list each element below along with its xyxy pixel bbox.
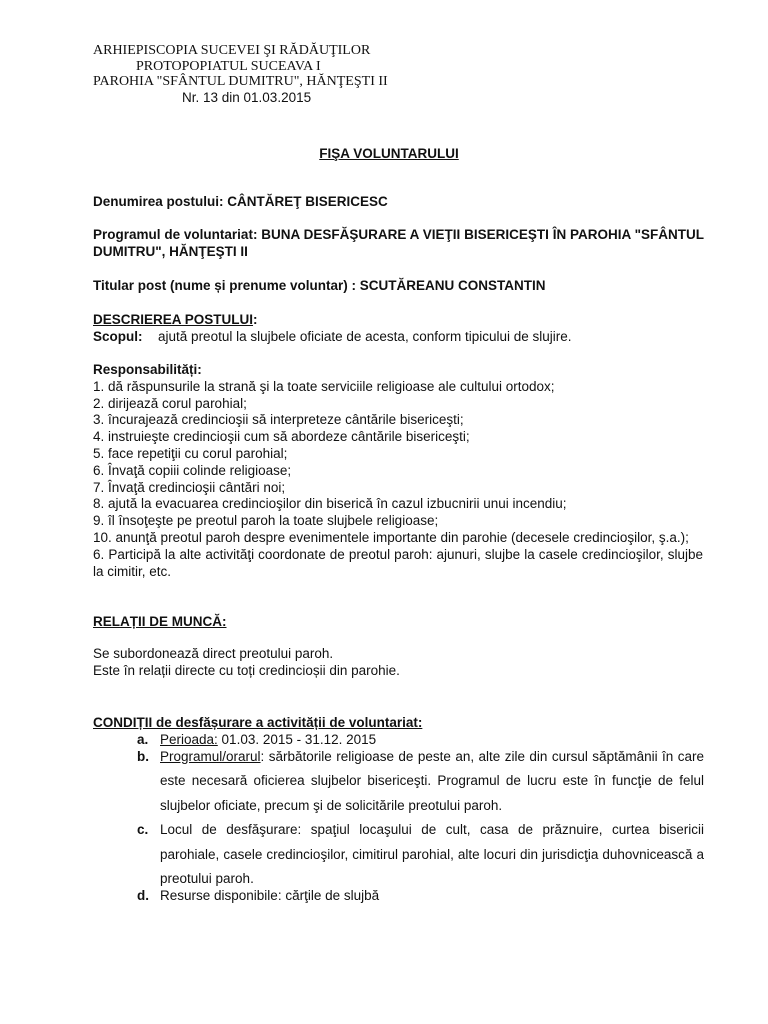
activity-conditions xyxy=(93,715,704,904)
scope-label: Scopul: xyxy=(93,328,143,344)
description-heading-colon: : xyxy=(253,312,258,327)
condition-item xyxy=(93,745,704,819)
condition-item xyxy=(93,888,704,905)
responsibilities xyxy=(93,362,703,580)
condition-marker: d. xyxy=(137,887,149,903)
list-item: 10. anunţă preotul paroh despre evenimentele importante din parohie (decesele credincioşilor, ş.a.); xyxy=(93,529,689,545)
responsibilities-heading: Responsabilități: xyxy=(93,362,202,377)
protopopiate-name: PROTOPOPIATUL SUCEAVA I xyxy=(136,58,321,74)
post-holder xyxy=(93,278,703,295)
archdiocese-name: ARHIEPISCOPIA SUCEVEI ŞI RĂDĂUŢILOR xyxy=(93,43,371,58)
letterhead xyxy=(93,43,613,105)
list-item: 4. instruieşte credincioşii cum să abordeze cântările bisericeşti; xyxy=(93,429,470,445)
list-item: 8. ajută la evacuarea credincioşilor din biserică în cazul izbucnirii unui incendiu; xyxy=(93,496,567,512)
post-holder-label: Titular post (nume și prenume voluntar) : xyxy=(93,278,357,293)
condition-text: Locul de desfăşurare: spaţiul locaşului de cult, casa de prăznuire, curtea bisericii parohiale, casele credincioşilor, cimitirul parohial, alte locuri din jurisdicţia duhovnicească a preotului paroh. xyxy=(160,822,704,887)
condition-marker: c. xyxy=(137,822,149,838)
condition-text: Resurse disponibile: cărţile de slujbă xyxy=(160,887,380,903)
post-name-label: Denumirea postului: xyxy=(93,194,224,209)
list-item: 5. face repetiţii cu corul parohial; xyxy=(93,445,288,461)
list-item: 9. îl însoţeşte pe preotul paroh la toate slujbele religioase; xyxy=(93,513,439,529)
conditions-heading: CONDIȚII de desfășurare a activității de voluntariat: xyxy=(93,715,423,730)
document-number: Nr. 13 din 01.03.2015 xyxy=(182,89,312,105)
volunteer-program: Programul de voluntariat: BUNA DESFĂŞURARE A VIEŢII BISERICEŞTI ÎN PAROHIA "SFÂNTUL DUMITRU", HĂNŢEŞTI II xyxy=(93,227,704,259)
list-item: 6. Participă la alte activităţi coordonate de preotul paroh: ajunuri, slujbe la casele credincioşilor, slujbe la cimitir, etc. xyxy=(93,546,703,579)
work-relations xyxy=(93,614,703,679)
scope-text: ajută preotul la slujbele oficiate de acesta, conform tipicului de slujire. xyxy=(158,328,572,344)
post-name-value: CÂNTĂREŢ BISERICESC xyxy=(227,194,388,209)
condition-item xyxy=(93,818,704,892)
document-title: FIŞA VOLUNTARULUI xyxy=(319,146,459,161)
condition-text: : sărbătorile religioase de peste an, alte zile din cursul săptămânii în care este necesară oficierea slujbelor bisericeşti. Programul de lucru este în funcţie de felul slujbelor oficiate, precum şi de solicitările preotului paroh. xyxy=(160,748,704,813)
condition-text: 01.03. 2015 - 31.12. 2015 xyxy=(217,731,377,747)
list-item: 7. Învaţă credincioşii cântări noi; xyxy=(93,479,286,495)
condition-marker: a. xyxy=(137,731,149,747)
post-name xyxy=(93,194,703,211)
relations-line: Este în relații directe cu toți credincioșii din parohie. xyxy=(93,662,400,678)
relations-line: Se subordonează direct preotului paroh. xyxy=(93,645,334,661)
description-heading: DESCRIEREA POSTULUI xyxy=(93,312,254,327)
condition-label: Perioada: xyxy=(160,731,218,747)
relations-heading: RELAȚII DE MUNCĂ: xyxy=(93,614,227,629)
list-item: 1. dă răspunsurile la strană şi la toate serviciile religioase ale cultului ortodox; xyxy=(93,378,555,394)
list-item: 6. Învaţă copiii colinde religioase; xyxy=(93,462,292,478)
list-item: 3. încurajează credincioşii să interpreteze cântările bisericeşti; xyxy=(93,412,464,428)
parish-name: PAROHIA "SFÂNTUL DUMITRU", HĂNŢEŞTI II xyxy=(93,74,388,89)
post-description xyxy=(93,312,703,346)
list-item: 2. dirijează corul parohial; xyxy=(93,395,247,411)
condition-marker: b. xyxy=(137,748,149,764)
condition-label: Programul/orarul xyxy=(160,748,261,764)
post-holder-value: SCUTĂREANU CONSTANTIN xyxy=(359,278,546,293)
